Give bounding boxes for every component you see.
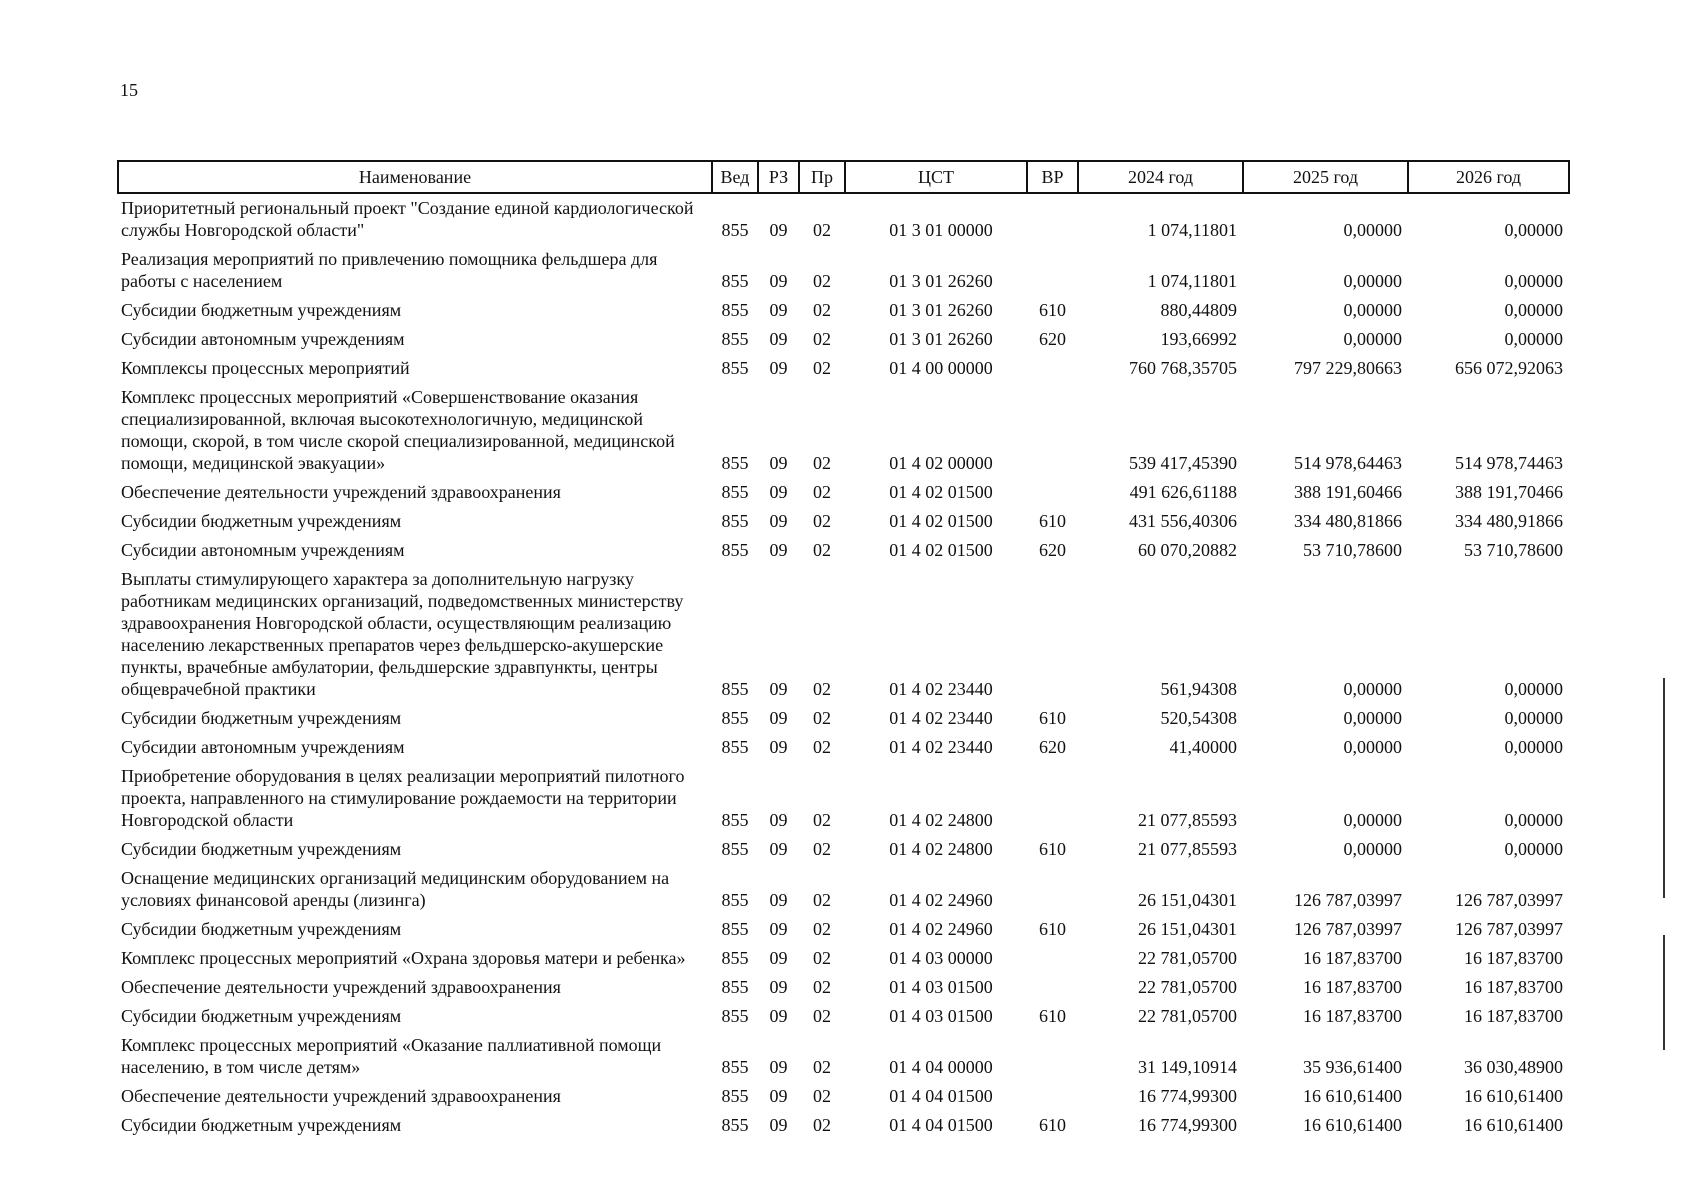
header-ved: Вед <box>712 161 758 193</box>
cell-rz: 09 <box>769 329 788 349</box>
cell-name: Комплекс процессных мероприятий «Охрана здоровья матери и ребенка» <box>121 948 686 968</box>
page-number: 15 <box>120 80 138 100</box>
cell-2026: 0,00000 <box>1504 220 1563 240</box>
cell-ved: 855 <box>721 708 749 728</box>
cell-2026: 514 978,74463 <box>1455 453 1563 473</box>
cell-cst: 01 3 01 00000 <box>889 220 993 240</box>
cell-rz: 09 <box>769 1086 788 1106</box>
cell-ved: 855 <box>721 482 749 502</box>
cell-ved: 855 <box>721 1086 749 1106</box>
cell-2025: 53 710,78600 <box>1303 540 1402 560</box>
cell-2024: 760 768,35705 <box>1129 358 1237 378</box>
cell-cst: 01 4 00 00000 <box>889 358 993 378</box>
cell-ved: 855 <box>721 679 749 699</box>
cell-rz: 09 <box>769 1006 788 1026</box>
cell-cst: 01 4 02 01500 <box>889 540 993 560</box>
header-pr: Пр <box>799 161 845 193</box>
cell-rz: 09 <box>769 919 788 939</box>
cell-2024: 26 151,04301 <box>1138 890 1237 910</box>
cell-2026: 0,00000 <box>1504 737 1563 757</box>
cell-2026: 16 187,83700 <box>1464 977 1563 997</box>
cell-pr: 02 <box>813 890 831 910</box>
cell-vr: 620 <box>1039 737 1066 757</box>
cell-vr: 610 <box>1039 839 1066 859</box>
cell-cst: 01 4 03 01500 <box>889 977 993 997</box>
header-vr: ВР <box>1027 161 1078 193</box>
cell-name: Субсидии автономным учреждениям <box>121 737 405 757</box>
cell-2026: 0,00000 <box>1504 708 1563 728</box>
cell-name: Комплекс процессных мероприятий «Оказание паллиативной помощи населению, в том числе детям» <box>121 1035 662 1077</box>
cell-rz: 09 <box>769 300 788 320</box>
cell-cst: 01 4 04 01500 <box>889 1115 993 1135</box>
cell-pr: 02 <box>813 358 831 378</box>
cell-2025: 0,00000 <box>1343 329 1402 349</box>
table-row <box>118 835 1569 864</box>
cell-ved: 855 <box>721 220 749 240</box>
cell-2024: 60 070,20882 <box>1138 540 1237 560</box>
cell-vr <box>1027 193 1078 245</box>
cell-name: Субсидии бюджетным учреждениям <box>121 300 402 320</box>
table-row <box>118 296 1569 325</box>
table-row <box>118 944 1569 973</box>
header-name: Наименование <box>118 161 712 193</box>
cell-ved: 855 <box>721 358 749 378</box>
cell-name: Реализация мероприятий по привлечению помощника фельдшера для работы с населением <box>121 249 658 291</box>
cell-2024: 21 077,85593 <box>1138 810 1237 830</box>
cell-vr <box>1027 354 1078 383</box>
cell-pr: 02 <box>813 839 831 859</box>
cell-2026: 0,00000 <box>1504 300 1563 320</box>
cell-2025: 0,00000 <box>1343 220 1402 240</box>
cell-pr: 02 <box>813 737 831 757</box>
cell-vr: 610 <box>1039 300 1066 320</box>
cell-2026: 16 187,83700 <box>1464 1006 1563 1026</box>
cell-vr <box>1027 383 1078 478</box>
cell-2026: 16 610,61400 <box>1464 1115 1563 1135</box>
table-row <box>118 973 1569 1002</box>
cell-name: Субсидии бюджетным учреждениям <box>121 1006 402 1026</box>
cell-ved: 855 <box>721 977 749 997</box>
cell-pr: 02 <box>813 511 831 531</box>
cell-pr: 02 <box>813 977 831 997</box>
cell-rz: 09 <box>769 948 788 968</box>
cell-2026: 0,00000 <box>1504 271 1563 291</box>
cell-vr: 610 <box>1039 708 1066 728</box>
table-row <box>118 762 1569 835</box>
cell-name: Приоритетный региональный проект "Создание единой кардиологической службы Новгородской области" <box>121 198 694 240</box>
cell-name: Оснащение медицинских организаций медицинским оборудованием на условиях финансовой аренды (лизинга) <box>121 868 670 910</box>
cell-2026: 126 787,03997 <box>1455 890 1563 910</box>
cell-rz: 09 <box>769 540 788 560</box>
cell-vr: 610 <box>1039 511 1066 531</box>
table-row <box>118 354 1569 383</box>
cell-2024: 1 074,11801 <box>1147 271 1237 291</box>
cell-cst: 01 4 02 24800 <box>889 810 993 830</box>
cell-name: Обеспечение деятельности учреждений здравоохранения <box>121 482 561 502</box>
header-2026: 2026 год <box>1408 161 1569 193</box>
table-row <box>118 1002 1569 1031</box>
cell-2026: 656 072,92063 <box>1455 358 1563 378</box>
budget-table <box>117 160 1570 1140</box>
table-row <box>118 1031 1569 1082</box>
cell-2025: 0,00000 <box>1343 708 1402 728</box>
cell-pr: 02 <box>813 329 831 349</box>
cell-name: Обеспечение деятельности учреждений здравоохранения <box>121 977 561 997</box>
table-body <box>118 193 1569 1140</box>
cell-name: Комплекс процессных мероприятий «Совершенствование оказания специализированной, включая высокотехнологичную, медицинской помощи, скорой, в том числе скорой специализированной, медицинской помощи, медицинской эвакуации» <box>121 387 675 473</box>
cell-name: Субсидии бюджетным учреждениям <box>121 708 402 728</box>
cell-cst: 01 4 04 01500 <box>889 1086 993 1106</box>
cell-2025: 0,00000 <box>1343 300 1402 320</box>
cell-pr: 02 <box>813 679 831 699</box>
cell-ved: 855 <box>721 810 749 830</box>
table-row <box>118 193 1569 245</box>
cell-2025: 0,00000 <box>1343 679 1402 699</box>
cell-ved: 855 <box>721 1115 749 1135</box>
cell-2025: 0,00000 <box>1343 810 1402 830</box>
cell-cst: 01 4 03 01500 <box>889 1006 993 1026</box>
cell-2026: 0,00000 <box>1504 679 1563 699</box>
cell-2024: 431 556,40306 <box>1129 511 1237 531</box>
cell-ved: 855 <box>721 540 749 560</box>
cell-2025: 388 191,60466 <box>1294 482 1402 502</box>
cell-pr: 02 <box>813 540 831 560</box>
cell-name: Субсидии бюджетным учреждениям <box>121 511 402 531</box>
header-cst: ЦСТ <box>845 161 1027 193</box>
cell-vr: 620 <box>1039 329 1066 349</box>
cell-vr <box>1027 245 1078 296</box>
cell-pr: 02 <box>813 1115 831 1135</box>
cell-ved: 855 <box>721 511 749 531</box>
cell-rz: 09 <box>769 839 788 859</box>
header-2025: 2025 год <box>1243 161 1408 193</box>
cell-rz: 09 <box>769 890 788 910</box>
cell-ved: 855 <box>721 271 749 291</box>
cell-2024: 16 774,99300 <box>1138 1115 1237 1135</box>
cell-2025: 16 187,83700 <box>1303 977 1402 997</box>
cell-rz: 09 <box>769 977 788 997</box>
cell-ved: 855 <box>721 329 749 349</box>
cell-cst: 01 4 02 24960 <box>889 890 993 910</box>
cell-2026: 16 187,83700 <box>1464 948 1563 968</box>
cell-vr <box>1027 1031 1078 1082</box>
cell-rz: 09 <box>769 1057 788 1077</box>
cell-vr: 610 <box>1039 1006 1066 1026</box>
cell-pr: 02 <box>813 1086 831 1106</box>
cell-2024: 21 077,85593 <box>1138 839 1237 859</box>
cell-2026: 126 787,03997 <box>1455 919 1563 939</box>
cell-2025: 797 229,80663 <box>1294 358 1402 378</box>
cell-2026: 0,00000 <box>1504 810 1563 830</box>
cell-2025: 35 936,61400 <box>1303 1057 1402 1077</box>
cell-2026: 388 191,70466 <box>1455 482 1563 502</box>
cell-2025: 16 187,83700 <box>1303 948 1402 968</box>
cell-rz: 09 <box>769 482 788 502</box>
cell-2026: 0,00000 <box>1504 839 1563 859</box>
cell-2024: 1 074,11801 <box>1147 220 1237 240</box>
cell-ved: 855 <box>721 453 749 473</box>
header-rz: РЗ <box>758 161 799 193</box>
cell-pr: 02 <box>813 919 831 939</box>
cell-vr <box>1027 762 1078 835</box>
cell-pr: 02 <box>813 482 831 502</box>
cell-2024: 193,66992 <box>1160 329 1237 349</box>
cell-pr: 02 <box>813 300 831 320</box>
table-row <box>118 864 1569 915</box>
cell-ved: 855 <box>721 300 749 320</box>
cell-cst: 01 4 02 23440 <box>889 679 993 699</box>
cell-2026: 16 610,61400 <box>1464 1086 1563 1106</box>
cell-cst: 01 4 02 23440 <box>889 708 993 728</box>
cell-name: Субсидии бюджетным учреждениям <box>121 839 402 859</box>
cell-cst: 01 4 03 00000 <box>889 948 993 968</box>
cell-name: Обеспечение деятельности учреждений здравоохранения <box>121 1086 561 1106</box>
cell-vr: 610 <box>1039 1115 1066 1135</box>
cell-rz: 09 <box>769 708 788 728</box>
cell-ved: 855 <box>721 839 749 859</box>
cell-vr: 620 <box>1039 540 1066 560</box>
table-row <box>118 1111 1569 1140</box>
cell-2026: 0,00000 <box>1504 329 1563 349</box>
cell-pr: 02 <box>813 810 831 830</box>
cell-pr: 02 <box>813 948 831 968</box>
cell-2024: 22 781,05700 <box>1138 977 1237 997</box>
cell-2025: 16 610,61400 <box>1303 1115 1402 1135</box>
cell-rz: 09 <box>769 271 788 291</box>
table-row <box>118 325 1569 354</box>
header-2024: 2024 год <box>1078 161 1243 193</box>
cell-2024: 880,44809 <box>1160 300 1237 320</box>
cell-cst: 01 4 02 24960 <box>889 919 993 939</box>
cell-pr: 02 <box>813 708 831 728</box>
cell-2025: 126 787,03997 <box>1294 919 1402 939</box>
table-row <box>118 565 1569 704</box>
cell-2024: 539 417,45390 <box>1129 453 1237 473</box>
cell-vr <box>1027 565 1078 704</box>
cell-2025: 0,00000 <box>1343 839 1402 859</box>
cell-cst: 01 4 02 24800 <box>889 839 993 859</box>
cell-cst: 01 3 01 26260 <box>889 329 993 349</box>
cell-rz: 09 <box>769 679 788 699</box>
cell-2024: 41,40000 <box>1169 737 1237 757</box>
cell-ved: 855 <box>721 1057 749 1077</box>
cell-2024: 31 149,10914 <box>1138 1057 1237 1077</box>
cell-2025: 16 610,61400 <box>1303 1086 1402 1106</box>
cell-2024: 22 781,05700 <box>1138 1006 1237 1026</box>
cell-rz: 09 <box>769 1115 788 1135</box>
cell-2024: 491 626,61188 <box>1129 482 1237 502</box>
cell-rz: 09 <box>769 737 788 757</box>
cell-cst: 01 4 02 23440 <box>889 737 993 757</box>
cell-rz: 09 <box>769 810 788 830</box>
cell-2024: 26 151,04301 <box>1138 919 1237 939</box>
cell-2025: 16 187,83700 <box>1303 1006 1402 1026</box>
cell-cst: 01 4 02 01500 <box>889 511 993 531</box>
cell-pr: 02 <box>813 220 831 240</box>
cell-2026: 53 710,78600 <box>1464 540 1563 560</box>
cell-ved: 855 <box>721 890 749 910</box>
cell-2025: 334 480,81866 <box>1294 511 1402 531</box>
cell-name: Комплексы процессных мероприятий <box>121 358 410 378</box>
cell-2024: 561,94308 <box>1160 679 1237 699</box>
cell-vr <box>1027 973 1078 1002</box>
cell-vr <box>1027 1082 1078 1111</box>
cell-name: Выплаты стимулирующего характера за дополнительную нагрузку работникам медицинских организаций, подведомственных министерству здравоохранения Новгородской области, осуществляющим реализацию населению лекарственных препаратов через фельдшерско-акушерские пункты, врачебные амбулатории, фельдшерские здравпункты, центры общеврачебной практики <box>121 569 684 699</box>
cell-2024: 520,54308 <box>1160 708 1237 728</box>
cell-cst: 01 4 04 00000 <box>889 1057 993 1077</box>
cell-name: Субсидии бюджетным учреждениям <box>121 919 402 939</box>
cell-pr: 02 <box>813 1006 831 1026</box>
cell-rz: 09 <box>769 220 788 240</box>
scan-margin-mark <box>1663 678 1665 898</box>
cell-2024: 16 774,99300 <box>1138 1086 1237 1106</box>
cell-cst: 01 3 01 26260 <box>889 300 993 320</box>
cell-ved: 855 <box>721 948 749 968</box>
cell-cst: 01 4 02 00000 <box>889 453 993 473</box>
cell-2025: 514 978,64463 <box>1294 453 1402 473</box>
cell-pr: 02 <box>813 271 831 291</box>
table-row <box>118 478 1569 507</box>
cell-2026: 36 030,48900 <box>1464 1057 1563 1077</box>
cell-name: Субсидии автономным учреждениям <box>121 329 405 349</box>
cell-2025: 0,00000 <box>1343 737 1402 757</box>
cell-pr: 02 <box>813 453 831 473</box>
cell-ved: 855 <box>721 737 749 757</box>
scan-margin-mark <box>1663 935 1665 1050</box>
cell-2025: 126 787,03997 <box>1294 890 1402 910</box>
table-header-row <box>118 161 1569 193</box>
cell-ved: 855 <box>721 919 749 939</box>
table-row <box>118 536 1569 565</box>
cell-cst: 01 4 02 01500 <box>889 482 993 502</box>
cell-2025: 0,00000 <box>1343 271 1402 291</box>
cell-2026: 334 480,91866 <box>1455 511 1563 531</box>
cell-name: Субсидии бюджетным учреждениям <box>121 1115 402 1135</box>
table-row <box>118 507 1569 536</box>
cell-rz: 09 <box>769 358 788 378</box>
table-row <box>118 915 1569 944</box>
cell-vr <box>1027 864 1078 915</box>
cell-name: Субсидии автономным учреждениям <box>121 540 405 560</box>
table-row <box>118 733 1569 762</box>
table-row <box>118 245 1569 296</box>
table-row <box>118 383 1569 478</box>
cell-2024: 22 781,05700 <box>1138 948 1237 968</box>
cell-vr: 610 <box>1039 919 1066 939</box>
cell-pr: 02 <box>813 1057 831 1077</box>
cell-vr <box>1027 478 1078 507</box>
table-row <box>118 1082 1569 1111</box>
cell-rz: 09 <box>769 453 788 473</box>
table-row <box>118 704 1569 733</box>
cell-name: Приобретение оборудования в целях реализации мероприятий пилотного проекта, направленного на стимулирование рождаемости на территории Новгородской области <box>121 766 685 830</box>
cell-rz: 09 <box>769 511 788 531</box>
cell-ved: 855 <box>721 1006 749 1026</box>
cell-cst: 01 3 01 26260 <box>889 271 993 291</box>
cell-vr <box>1027 944 1078 973</box>
